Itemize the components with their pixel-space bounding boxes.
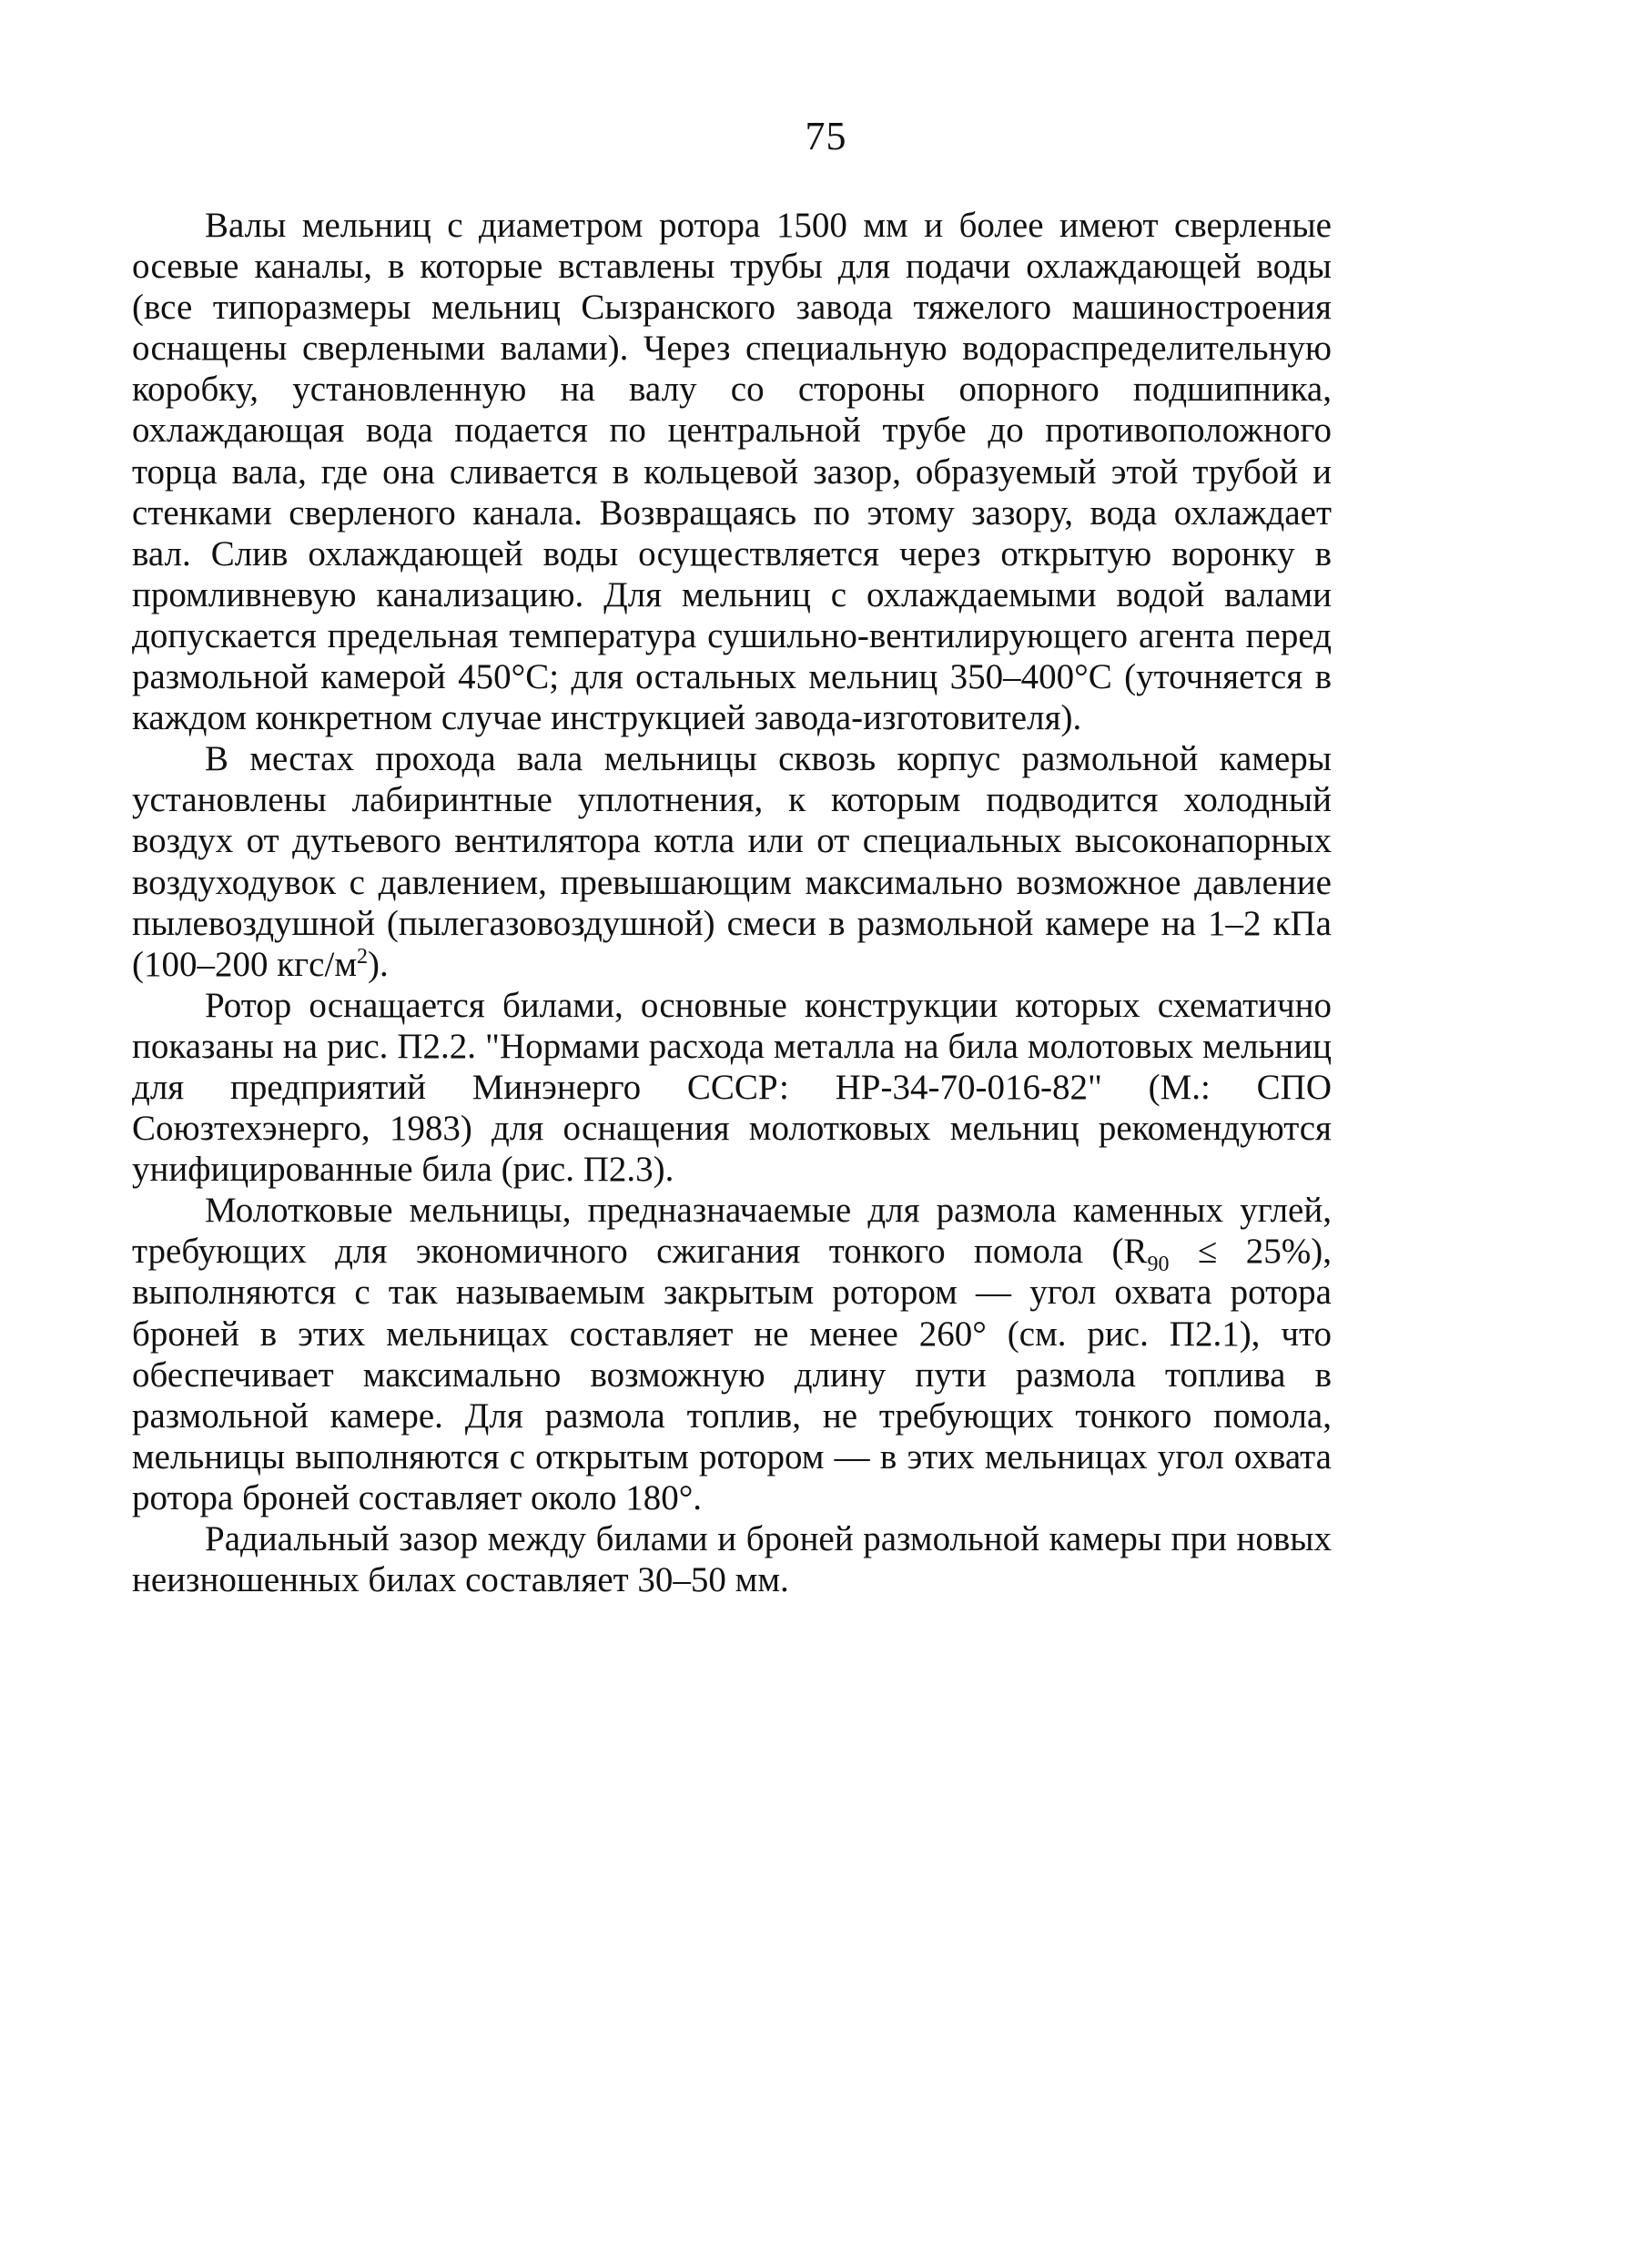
paragraph-mill-shaft-cooling: Валы мельниц с диаметром ротора 1500 мм и более имеют сверленые осевые каналы, в которые вставлены трубы для подачи охлаждающей воды (все типоразмеры мельниц Сызранского завода тяжелого машиностроения оснащены сверлеными валами). Через специальную водораспределительную коробку, установленную на валу со стороны опорного подшипника, охлаждающая вода подается по центральной трубе до противоположного торца вала, где она сливается в кольцевой зазор, образуемый этой трубой и стенками сверленого канала. Возвращаясь по этому зазору, вода охлаждает вал. Слив охлаждающей воды осуществляется через открытую воронку в промливневую канализацию. Для мельниц с охлаждаемыми водой валами допускается предельная температура сушильно-вентилирующего агента перед размольной камерой 450°С; для остальных мельниц 350–400°С (уточняется в каждом конкретном случае инструкцией завода-изготовителя). bbox=[132, 206, 1332, 738]
paragraph-hammer-text: Молотковые мельницы, предназначаемые для размола каменных углей, требующих для экономичного сжигания тонкого помола (R bbox=[132, 1191, 1332, 1272]
paragraph-radial-gap: Радиальный зазор между билами и броней размольной камеры при новых неизношенных билах составляет 30–50 мм. bbox=[132, 1519, 1332, 1600]
paragraph-labyrinth-seals bbox=[132, 738, 1332, 985]
paragraph-rotor-beaters: Ротор оснащается билами, основные конструкции которых схематично показаны на рис. П2.2. "Нормами расхода металла на била молотовых мельниц для предприятий Минэнерго СССР: НР-34-70-016-82" (М.: СПО Союзтехэнерго, 1983) для оснащения молотковых мельниц рекомендуются унифицированные била (рис. П2.3). bbox=[132, 985, 1332, 1190]
paragraph-hammer-rest: ≤ 25%), выполняются с так называемым закрытым ротором — угол охвата ротора броней в этих мельницах составляет не менее 260° (см. рис. П2.1), что обеспечивает максимально возможную длину пути размола топлива в размольной камере. Для размола топлив, не требующих тонкого помола, мельницы выполняются с открытым ротором — в этих мельницах угол охвата ротора броней составляет около 180°. bbox=[132, 1232, 1332, 1517]
subscript-r90: 90 bbox=[1147, 1253, 1170, 1277]
body-text bbox=[132, 205, 1332, 1600]
superscript-exponent: 2 bbox=[357, 944, 369, 969]
paragraph-hammer-mills bbox=[132, 1190, 1332, 1518]
page-number: 75 bbox=[805, 114, 847, 158]
paragraph-seals-text: В местах прохода вала мельницы сквозь корпус размольной камеры установлены лабиринтные уплотнения, к которым подводится холодный воздух от дутьевого вентилятора котла или от специальных высоконапорных воздуходувок с давлением, превышающим максимально возможное давление пылевоздушной (пылегазовоздушной) смеси в размольной камере на 1–2 кПа (100–200 кгс/м bbox=[132, 739, 1332, 984]
paragraph-seals-end: ). bbox=[368, 944, 389, 984]
